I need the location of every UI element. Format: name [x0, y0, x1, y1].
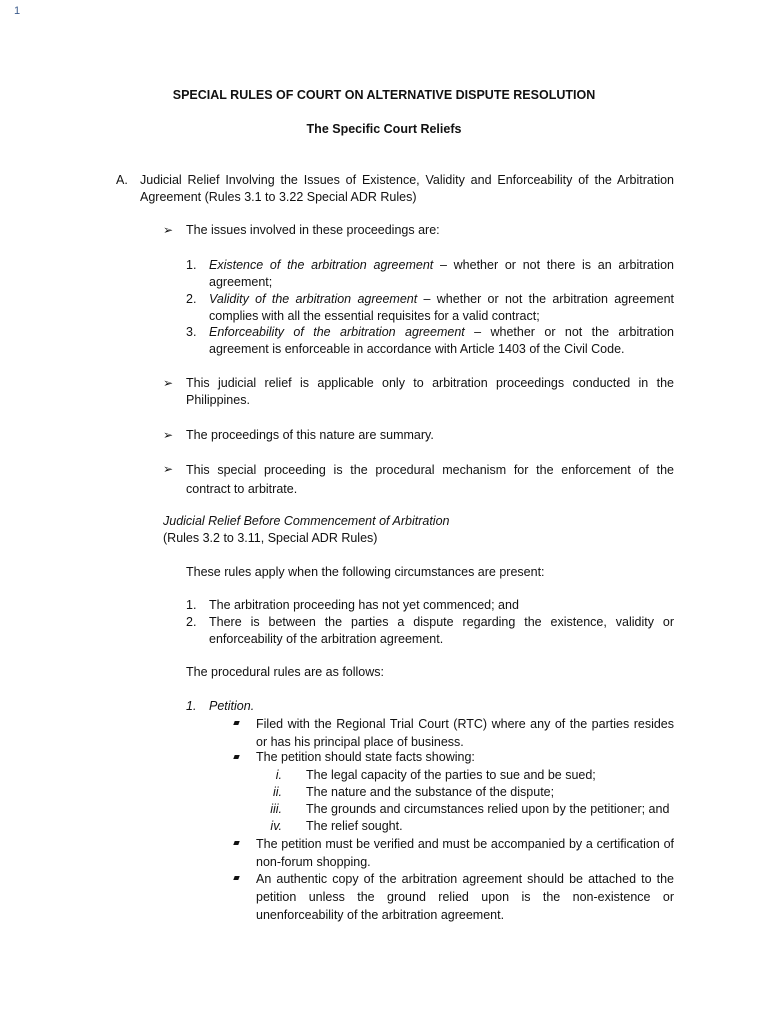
- point-text: The proceedings of this nature are summary.: [186, 428, 434, 442]
- issue-term: Validity of the arbitration agreement: [209, 292, 418, 306]
- petition-bullet: An authentic copy of the arbitration agreement should be attached to the petition unless the ground relied upon is the non-existence or unenforceability of the arbitration agreement.: [256, 872, 674, 922]
- list-number: 1.: [186, 258, 197, 272]
- petition-bullet: The petition should state facts showing:: [256, 750, 475, 764]
- document-subtitle: The Specific Court Reliefs: [306, 122, 462, 136]
- roman-number: ii.: [272, 785, 282, 799]
- square-bullet-icon: [233, 721, 239, 725]
- list-number: 2.: [186, 615, 197, 629]
- fact-item: The nature and the substance of the dispute;: [306, 785, 555, 799]
- issue-term: Existence of the arbitration agreement: [209, 258, 434, 272]
- issue-text: – whether or not the arbitration agreement is enforceable in accordance with Article 1403 of the Civil Code.: [209, 325, 674, 356]
- issue-text: – whether or not there is an arbitration agreement;: [209, 258, 674, 289]
- list-item: [209, 324, 674, 358]
- sub-heading: Judicial Relief Before Commencement of Arbitration: [163, 514, 450, 528]
- sub-heading-rules: (Rules 3.2 to 3.11, Special ADR Rules): [163, 531, 378, 545]
- document-title: SPECIAL RULES OF COURT ON ALTERNATIVE DISPUTE RESOLUTION: [172, 88, 596, 102]
- section-marker: A.: [116, 173, 128, 187]
- arrow-bullet-icon: ➢: [163, 223, 174, 237]
- square-bullet-icon: [233, 755, 239, 759]
- arrow-bullet-icon: ➢: [163, 462, 174, 476]
- square-bullet-icon: [233, 841, 239, 845]
- roman-number: i.: [275, 768, 282, 782]
- list-number: 3.: [186, 325, 197, 339]
- circumstances-intro: These rules apply when the following circumstances are present:: [186, 565, 545, 579]
- list-item: [209, 257, 674, 291]
- procedural-intro: The procedural rules are as follows:: [186, 665, 385, 679]
- fact-item: The relief sought.: [306, 819, 403, 833]
- page-number: 1: [14, 5, 21, 17]
- petition-bullet: Filed with the Regional Trial Court (RTC) where any of the parties resides or has his principal place of business.: [256, 717, 674, 749]
- fact-item: The legal capacity of the parties to sue and be sued;: [306, 768, 596, 782]
- petition-bullet: The petition must be verified and must be accompanied by a certification of non-forum shopping.: [256, 837, 674, 869]
- list-item: The arbitration proceeding has not yet commenced; and: [209, 598, 519, 612]
- list-number: 1.: [186, 699, 197, 713]
- list-number: 2.: [186, 292, 197, 306]
- roman-number: iii.: [270, 802, 282, 816]
- issue-text: – whether or not the arbitration agreement complies with all the essential requisites for a valid contract;: [209, 292, 674, 323]
- list-item: [209, 291, 674, 325]
- issues-intro: The issues involved in these proceedings are:: [186, 223, 440, 237]
- section-heading: Judicial Relief Involving the Issues of Existence, Validity and Enforceability of the Arbitration Agreement (Rules 3.1 to 3.22 Special ADR Rules): [140, 173, 674, 204]
- petition-label: Petition.: [209, 699, 255, 713]
- square-bullet-icon: [233, 876, 239, 880]
- list-item: There is between the parties a dispute regarding the existence, validity or enforceability of the arbitration agreement.: [209, 615, 674, 646]
- list-number: 1.: [186, 598, 197, 612]
- issue-term: Enforceability of the arbitration agreement: [209, 325, 465, 339]
- arrow-bullet-icon: ➢: [163, 428, 174, 442]
- roman-number: iv.: [270, 819, 282, 833]
- arrow-bullet-icon: ➢: [163, 376, 174, 390]
- point-text: This special proceeding is the procedural mechanism for the enforcement of the contract to arbitrate.: [186, 463, 674, 496]
- point-text: This judicial relief is applicable only to arbitration proceedings conducted in the Philippines.: [186, 376, 674, 407]
- fact-item: The grounds and circumstances relied upon by the petitioner; and: [306, 802, 670, 816]
